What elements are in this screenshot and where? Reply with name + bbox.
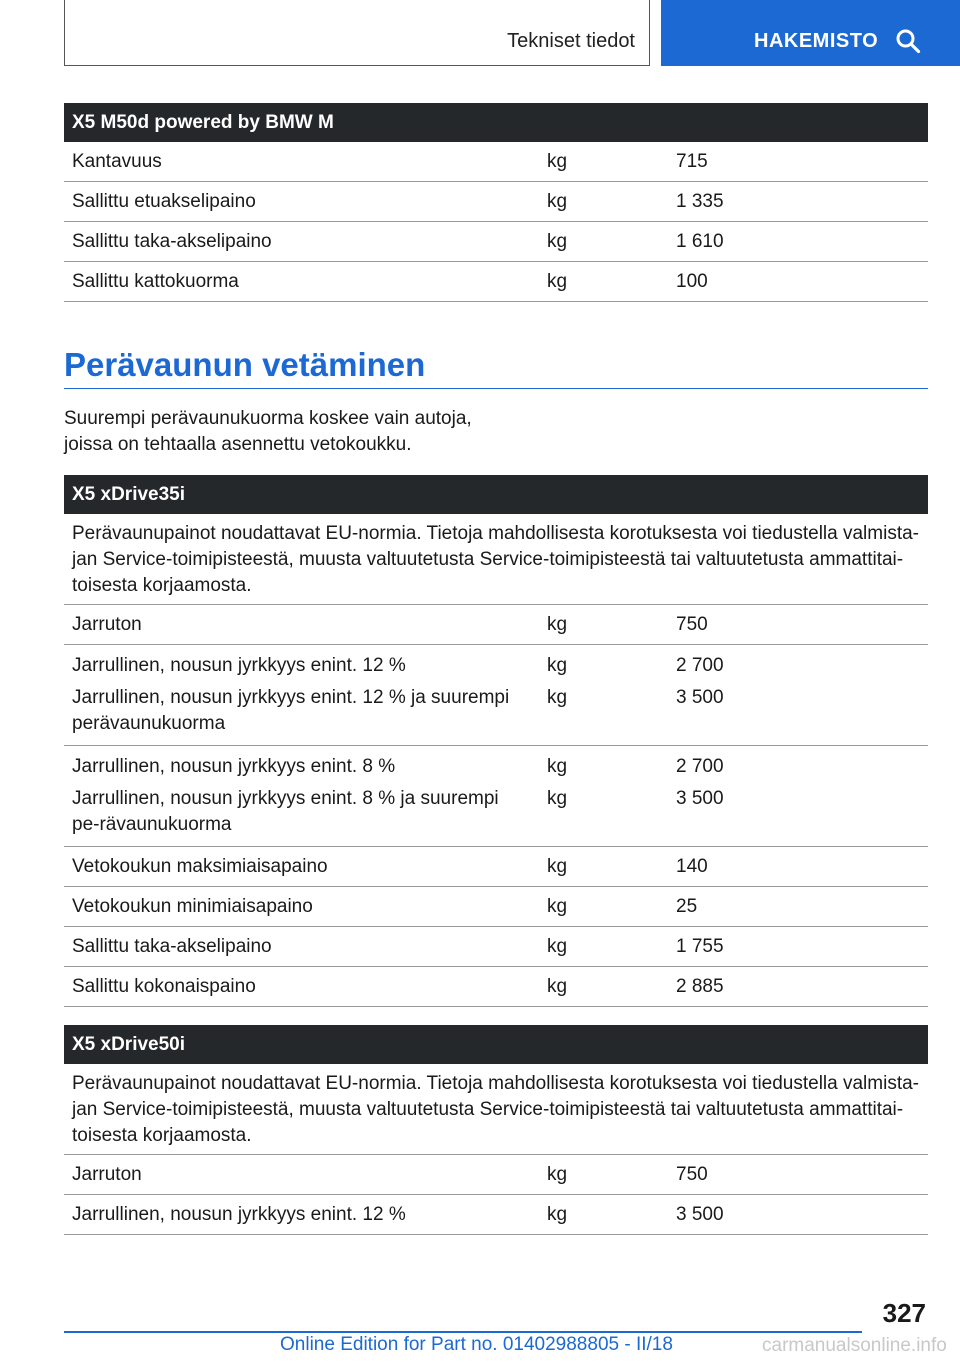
table-row [64,927,928,967]
row-label: Sallittu etuakselipaino [64,182,539,222]
row-value-a: 2 700 [676,655,724,676]
row-label: Sallittu kattokuorma [64,262,539,302]
row-value: 1 755 [668,927,928,967]
table-50i-title: X5 xDrive50i [64,1025,928,1064]
row-unit: kg [539,222,668,262]
table-row [64,847,928,887]
row-value: 140 [668,847,928,887]
row-value [668,645,928,746]
row-label: Jarruton [64,605,539,645]
row-value-b: 3 500 [676,687,724,708]
table-50i-block [64,1025,928,1235]
row-label: Jarrullinen, nousun jyrkkyys enint. 12 % [64,1195,539,1235]
page-number: 327 [882,1298,926,1328]
table-row [64,142,928,182]
row-value: 750 [668,1155,928,1195]
table-m50d [64,103,928,302]
row-value-a: 2 700 [676,756,724,777]
row-value-b: 3 500 [676,788,724,809]
row-label: Sallittu taka-akselipaino [64,927,539,967]
row-value: 715 [668,142,928,182]
row-unit: kg [539,927,668,967]
row-label: Sallittu taka-akselipaino [64,222,539,262]
row-label-a: Jarrullinen, nousun jyrkkyys enint. 12 % [72,655,406,676]
top-bar [0,0,960,66]
table-m50d-title: X5 M50d powered by BMW M [64,103,928,142]
row-unit [539,746,668,847]
row-value [668,746,928,847]
row-unit: kg [539,262,668,302]
row-unit: kg [539,967,668,1007]
index-button-label: HAKEMISTO [754,30,879,52]
table-row [64,1195,928,1235]
table-row-pair [64,645,928,746]
row-unit: kg [539,182,668,222]
row-unit: kg [539,605,668,645]
row-unit: kg [539,1195,668,1235]
row-label: Sallittu kokonaispaino [64,967,539,1007]
row-label-b: Jarrullinen, nousun jyrkkyys enint. 12 % ja suurempi perävaunukuorma [72,687,510,734]
table-row-pair [64,746,928,847]
table-row [64,605,928,645]
table-35i-block [64,475,928,1007]
section-intro [64,406,928,458]
table-50i [64,1025,928,1235]
edition-text: Online Edition for Part no. 01402988805 - II/18 [280,1334,673,1355]
row-unit [539,645,668,746]
row-unit-a: kg [547,756,568,777]
chapter-tab-label: Tekniset tiedot [507,30,635,52]
section-title: Perävaunun vetäminen [64,346,928,389]
row-value: 1 335 [668,182,928,222]
row-value: 1 610 [668,222,928,262]
row-value: 2 885 [668,967,928,1007]
table-note: Perävaunupainot noudattavat EU-normia. Tietoja mahdollisesta korotuksesta voi tiedustella valmista-jan Service-toimipisteestä, muusta valtuutetusta Service-toimipisteestä tai valtuutetusta ammattitai-toisesta korjaamosta. [64,514,928,605]
chapter-tab[interactable] [64,0,650,66]
footer-divider [64,1331,862,1333]
watermark: carmanualsonline.info [762,1335,947,1356]
table-row [64,967,928,1007]
table-row [64,262,928,302]
table-row [64,1155,928,1195]
row-label: Vetokoukun minimiaisapaino [64,887,539,927]
row-unit: kg [539,1155,668,1195]
row-label: Kantavuus [64,142,539,182]
table-35i [64,475,928,1007]
row-unit: kg [539,847,668,887]
table-note: Perävaunupainot noudattavat EU-normia. Tietoja mahdollisesta korotuksesta voi tiedustella valmista-jan Service-toimipisteestä, muusta valtuutetusta Service-toimipisteestä tai valtuutetusta ammattitai-toisesta korjaamosta. [64,1064,928,1155]
table-35i-title: X5 xDrive35i [64,475,928,514]
index-button[interactable] [661,0,960,66]
table-row [64,222,928,262]
row-unit: kg [539,887,668,927]
row-unit-a: kg [547,655,568,676]
table-row [64,887,928,927]
row-label [64,645,539,746]
intro-line: Suurempi perävaunukuorma koskee vain autoja, [64,408,472,429]
row-unit-b: kg [547,788,568,809]
row-unit: kg [539,142,668,182]
row-label-b: Jarrullinen, nousun jyrkkyys enint. 8 % ja suurempi pe-rävaunukuorma [72,788,499,835]
row-value: 3 500 [668,1195,928,1235]
row-label: Jarruton [64,1155,539,1195]
table-m50d-block [64,103,928,302]
row-label [64,746,539,847]
row-value: 100 [668,262,928,302]
row-unit-b: kg [547,687,568,708]
table-row [64,182,928,222]
search-icon [895,28,921,54]
row-value: 25 [668,887,928,927]
row-label-a: Jarrullinen, nousun jyrkkyys enint. 8 % [72,756,396,777]
intro-line: joissa on tehtaalla asennettu vetokoukku. [64,434,412,455]
row-label: Vetokoukun maksimiaisapaino [64,847,539,887]
row-value: 750 [668,605,928,645]
